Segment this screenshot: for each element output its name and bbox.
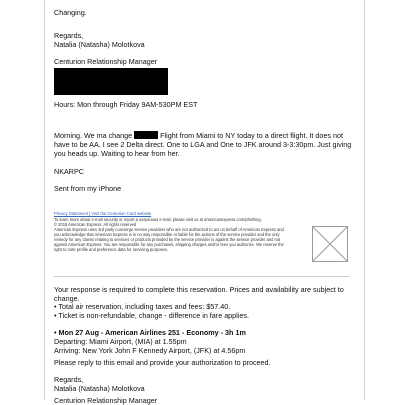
signature-name: Natalia (Natasha) Molotkova [54,40,145,49]
security-notice: To learn more about e-mail security or report a suspicious e-mail, please visit us at americanexpress.com/phishing. [54,217,262,222]
privacy-statement-link[interactable]: Privacy Statement [54,211,88,216]
departing-text: Departing: Miami Airport, (MIA) at 1.55pm [54,337,187,346]
arriving-text: Arriving: New York John F Kennedy Airport, (JFK) at 4.56pm [54,346,246,355]
reply-request: Please reply to this email and provide your authorization to proceed. [54,358,271,367]
hours-text: Hours: Mon through Friday 9AM-530PM EST [54,100,198,109]
regards-text-2: Regards, [54,375,84,384]
page-border-left [44,0,45,400]
changing-text: Changing. [54,8,87,17]
message-code: NKARPC [54,167,84,176]
reservation-notice: Your response is required to complete this reservation. Prices and availability are subject to change. [54,285,344,303]
signature-title-2: Centurion Relationship Manager [54,396,158,405]
message-after-redaction: Flight from Miami to NY today to a direct flight. It does not have to be AA. I see 2 Delta direct. One to LGA and One to JFK around 3-3:30pm. Just giving you heads up. Waiting to hear from her. [54,131,352,158]
flight-heading: • Mon 27 Aug - American Airlines 251 - Economy - 3h 1m [54,328,246,337]
regards-text: Regards, [54,31,84,40]
page-border-right [364,0,365,400]
signature-name-2: Natalia (Natasha) Molotkova [54,384,145,393]
sent-from-text: Sent from my iPhone [54,184,122,193]
message-body [54,131,354,158]
inline-redaction [134,131,158,139]
redacted-block [54,68,168,95]
link-separator: | [87,211,92,216]
message-before-redaction: Morning. We ma change [54,131,133,140]
centurion-website-link[interactable]: Visit the Centurion Card website [91,211,152,216]
section-divider [54,276,350,277]
missing-image-icon [313,227,347,261]
bullet-total: • Total air reservation, including taxes and fees: $57.40. [54,302,231,311]
footer-links [54,211,151,216]
image-placeholder [312,226,348,262]
bullet-refund: • Ticket is non-refundable, change - difference in fare applies. [54,311,249,320]
disclaimer-text: American Express uses 3rd party concierge service providers who are not authorized to act on behalf of American Express and you acknowledge that American Express is in no way responsible or liable for the actions of the service provider and the only remedy for any claims relating to services or products provided by the service provider is against the service provider and not against American Express. You are responsible for any purchases, shipping charges and/or fees you authorize. We reserve the right to note profile and preference data for servicing purposes. [54,227,284,252]
copyright-text: © 2015 American Express. All rights reserved [54,222,137,227]
signature-title: Centurion Relationship Manager [54,57,158,66]
